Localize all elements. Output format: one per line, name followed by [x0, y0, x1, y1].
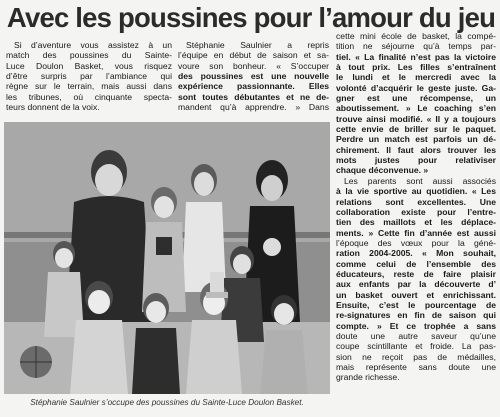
article-headline: Avec les poussines pour l’amour du jeu: [6, 2, 496, 33]
text-line: volonté d’acquérir le geste juste. Ga-: [336, 82, 496, 93]
text-line: teurs donnent de la voix.: [6, 102, 100, 113]
text-line: re-signatures en fin de saison qui: [336, 310, 496, 321]
text-line: tiel. « La finalité n’est pas la victoire: [336, 51, 496, 62]
text-line: cette mini école de basket, la compé-: [336, 31, 496, 41]
text-line: voure son bonheur. « S’occuper: [178, 60, 329, 71]
text-line: coupe scintillante et froide. La pas-: [336, 341, 496, 352]
text-line: ments. » Cette fin d’année est aussi: [336, 227, 496, 238]
text-line: mais représente sans doute une: [336, 362, 496, 372]
text-line: à tout prix. Les filles s’entraînent: [336, 62, 496, 73]
text-line: Stéphanie Saulnier a repris: [186, 40, 329, 50]
text-line: sont toutes débutantes et ne de-: [178, 91, 329, 102]
text-line: sion ne reçoit pas de médailles,: [336, 351, 496, 362]
text-line: règne sur le terrain, mais aussi dans: [6, 81, 172, 92]
photo-caption: Stéphanie Saulnier s’occupe des poussines du Sainte-Luce Doulon Basket.: [30, 398, 304, 407]
team-photo: [4, 122, 330, 394]
text-line: les tribunes, où cinquante specta-: [6, 91, 172, 102]
text-line: aboutissement. » Le coaching s’en: [336, 103, 496, 114]
text-line: gner est une récompense, un: [336, 93, 496, 104]
text-line: tition ne séjourne qu’à temps par-: [336, 41, 496, 52]
text-line: collaboration existe pour l’entre-: [336, 206, 496, 217]
text-line: Luce Doulon Basket, vous risquez: [6, 60, 172, 71]
text-line: chaque déconvenue. »: [336, 165, 429, 176]
text-line: grande richesse.: [336, 372, 400, 383]
text-line: tien des maillots et les déplace-: [336, 217, 496, 228]
text-line: des poussines est une nouvelle: [178, 71, 329, 82]
text-line: expérience passionnante. Elles: [178, 81, 329, 92]
text-line: mandent qu’à apprendre. » Dans: [178, 102, 329, 113]
text-line: Ensuite, c’est le pourcentage de: [336, 299, 496, 310]
text-line: éducateurs, reste de faire plaisir: [336, 268, 496, 279]
text-line: mots justes pour relativiser: [336, 155, 496, 166]
text-line: ration 2004-2005. « Mon souhait,: [336, 248, 496, 259]
text-line: relations sont excellentes. Une: [336, 196, 496, 207]
text-line: Si d’aventure vous assistez à un: [14, 40, 172, 50]
text-line: cette envie de briller sur le paquet.: [336, 124, 496, 135]
article-column-1: [6, 40, 172, 112]
text-line: Les parents sont aussi associés: [344, 175, 496, 186]
text-line: compte. » Et ce trophée a sans: [336, 320, 496, 331]
text-line: aux enfants par la découverte d’: [336, 279, 496, 290]
text-line: d’être surpris par l’ambiance qui: [6, 71, 172, 82]
text-line: trouve ainsi modifié. « Il y a toujours: [336, 113, 496, 124]
text-line: chirement. Il faut alors trouver les: [336, 144, 496, 155]
text-line: l’époque des vœux pour la géné-: [336, 237, 496, 248]
text-line: doute une autre saveur qu’une: [336, 330, 496, 341]
article-column-2: [178, 40, 329, 112]
text-line: comme celui de l’ensemble des: [336, 258, 496, 269]
text-line: match des poussines du Sainte-: [6, 50, 172, 61]
text-line: un basket ouvert et enrichissant.: [336, 289, 496, 300]
article-column-3: [336, 31, 496, 383]
text-line: Perdre un match est parfois un dé-: [336, 134, 496, 145]
text-line: l’équipe en début de saison et sa-: [178, 50, 329, 61]
text-line: le lundi et le mercredi avec la: [336, 72, 496, 83]
text-line: à la vie sportive au quotidien. « Les: [336, 186, 496, 197]
